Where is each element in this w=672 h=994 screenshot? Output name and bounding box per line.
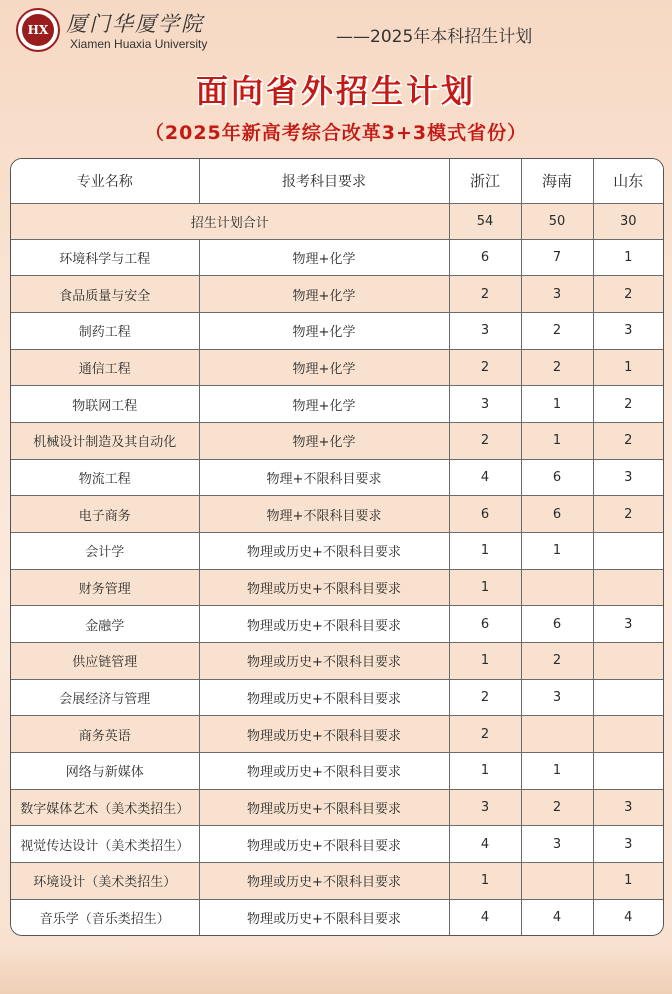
zhejiang-cell: 1 xyxy=(449,862,521,899)
shandong-cell: 1 xyxy=(593,349,663,386)
table-header-row xyxy=(11,159,663,203)
major-cell: 网络与新媒体 xyxy=(11,752,199,789)
table-row xyxy=(11,312,663,349)
shandong-cell xyxy=(593,532,663,569)
subjects-cell: 物理+不限科目要求 xyxy=(199,459,449,496)
hainan-cell: 3 xyxy=(521,679,593,716)
major-cell: 机械设计制造及其自动化 xyxy=(11,422,199,459)
table-row xyxy=(11,789,663,826)
major-cell: 制药工程 xyxy=(11,312,199,349)
zhejiang-cell: 2 xyxy=(449,349,521,386)
zhejiang-cell: 1 xyxy=(449,752,521,789)
header-province-shandong: 山东 xyxy=(593,159,663,203)
table-row xyxy=(11,679,663,716)
school-name-cn: 厦门华厦学院 xyxy=(66,12,204,36)
logo-emblem: HX xyxy=(22,14,54,46)
subjects-cell: 物理+不限科目要求 xyxy=(199,496,449,533)
school-name-en: Xiamen Huaxia University xyxy=(70,37,208,51)
total-row xyxy=(11,203,663,239)
subjects-cell: 物理+化学 xyxy=(199,276,449,313)
major-cell: 数字媒体艺术（美术类招生） xyxy=(11,789,199,826)
major-cell: 视觉传达设计（美术类招生） xyxy=(11,826,199,863)
table-row xyxy=(11,569,663,606)
major-cell: 物流工程 xyxy=(11,459,199,496)
table-row xyxy=(11,716,663,753)
zhejiang-cell: 3 xyxy=(449,789,521,826)
subjects-cell: 物理或历史+不限科目要求 xyxy=(199,606,449,643)
table-row xyxy=(11,642,663,679)
zhejiang-cell: 4 xyxy=(449,459,521,496)
shandong-cell xyxy=(593,679,663,716)
header-subjects: 报考科目要求 xyxy=(199,159,449,203)
major-cell: 音乐学（音乐类招生） xyxy=(11,899,199,935)
zhejiang-cell: 2 xyxy=(449,716,521,753)
table-row xyxy=(11,532,663,569)
hainan-cell: 4 xyxy=(521,899,593,935)
hainan-cell: 1 xyxy=(521,386,593,423)
shandong-cell: 1 xyxy=(593,862,663,899)
total-label: 招生计划合计 xyxy=(11,203,449,239)
major-cell: 食品质量与安全 xyxy=(11,276,199,313)
shandong-cell: 3 xyxy=(593,789,663,826)
hainan-cell: 1 xyxy=(521,422,593,459)
zhejiang-cell: 4 xyxy=(449,826,521,863)
major-cell: 会展经济与管理 xyxy=(11,679,199,716)
shandong-cell xyxy=(593,569,663,606)
shandong-cell: 2 xyxy=(593,422,663,459)
subjects-cell: 物理+化学 xyxy=(199,239,449,276)
table-row xyxy=(11,349,663,386)
subjects-cell: 物理+化学 xyxy=(199,349,449,386)
hainan-cell: 2 xyxy=(521,789,593,826)
total-shandong: 30 xyxy=(593,203,663,239)
major-cell: 商务英语 xyxy=(11,716,199,753)
shandong-cell xyxy=(593,752,663,789)
hainan-cell: 2 xyxy=(521,349,593,386)
shandong-cell xyxy=(593,642,663,679)
table-row xyxy=(11,276,663,313)
header-province-zhejiang: 浙江 xyxy=(449,159,521,203)
major-cell: 环境设计（美术类招生） xyxy=(11,862,199,899)
hainan-cell: 6 xyxy=(521,496,593,533)
zhejiang-cell: 3 xyxy=(449,386,521,423)
table-row xyxy=(11,899,663,935)
hainan-cell: 6 xyxy=(521,606,593,643)
shandong-cell: 3 xyxy=(593,312,663,349)
major-cell: 财务管理 xyxy=(11,569,199,606)
shandong-cell: 2 xyxy=(593,386,663,423)
table-row xyxy=(11,422,663,459)
header-major: 专业名称 xyxy=(11,159,199,203)
hainan-cell xyxy=(521,569,593,606)
zhejiang-cell: 6 xyxy=(449,606,521,643)
table-row xyxy=(11,862,663,899)
subjects-cell: 物理或历史+不限科目要求 xyxy=(199,826,449,863)
hainan-cell: 3 xyxy=(521,826,593,863)
hainan-cell: 6 xyxy=(521,459,593,496)
major-cell: 物联网工程 xyxy=(11,386,199,423)
hainan-cell: 3 xyxy=(521,276,593,313)
hainan-cell: 1 xyxy=(521,752,593,789)
table-row xyxy=(11,496,663,533)
subjects-cell: 物理或历史+不限科目要求 xyxy=(199,716,449,753)
subjects-cell: 物理或历史+不限科目要求 xyxy=(199,752,449,789)
major-cell: 环境科学与工程 xyxy=(11,239,199,276)
subjects-cell: 物理或历史+不限科目要求 xyxy=(199,532,449,569)
major-cell: 电子商务 xyxy=(11,496,199,533)
footer-decoration xyxy=(0,948,672,994)
hainan-cell xyxy=(521,716,593,753)
hainan-cell: 2 xyxy=(521,642,593,679)
table-row xyxy=(11,459,663,496)
total-hainan: 50 xyxy=(521,203,593,239)
page-title: 面向省外招生计划 xyxy=(195,72,476,110)
subjects-cell: 物理或历史+不限科目要求 xyxy=(199,679,449,716)
shandong-cell: 1 xyxy=(593,239,663,276)
shandong-cell: 2 xyxy=(593,276,663,313)
table-row xyxy=(11,752,663,789)
major-cell: 会计学 xyxy=(11,532,199,569)
zhejiang-cell: 1 xyxy=(449,642,521,679)
table-row xyxy=(11,606,663,643)
page-subtitle: （2025年新高考综合改革3+3模式省份） xyxy=(144,122,528,144)
zhejiang-cell: 3 xyxy=(449,312,521,349)
shandong-cell: 3 xyxy=(593,606,663,643)
zhejiang-cell: 6 xyxy=(449,496,521,533)
subjects-cell: 物理或历史+不限科目要求 xyxy=(199,789,449,826)
table-row xyxy=(11,239,663,276)
zhejiang-cell: 4 xyxy=(449,899,521,935)
subjects-cell: 物理或历史+不限科目要求 xyxy=(199,569,449,606)
major-cell: 金融学 xyxy=(11,606,199,643)
plan-subtitle: ——2025年本科招生计划 xyxy=(336,27,533,47)
zhejiang-cell: 2 xyxy=(449,422,521,459)
table-row xyxy=(11,826,663,863)
zhejiang-cell: 6 xyxy=(449,239,521,276)
shandong-cell: 2 xyxy=(593,496,663,533)
header xyxy=(0,0,672,60)
major-cell: 通信工程 xyxy=(11,349,199,386)
enrollment-table xyxy=(11,159,663,935)
zhejiang-cell: 1 xyxy=(449,569,521,606)
zhejiang-cell: 1 xyxy=(449,532,521,569)
subjects-cell: 物理或历史+不限科目要求 xyxy=(199,899,449,935)
enrollment-table-container xyxy=(10,158,664,936)
shandong-cell xyxy=(593,716,663,753)
subjects-cell: 物理+化学 xyxy=(199,386,449,423)
subjects-cell: 物理或历史+不限科目要求 xyxy=(199,642,449,679)
shandong-cell: 3 xyxy=(593,459,663,496)
hainan-cell: 2 xyxy=(521,312,593,349)
shandong-cell: 3 xyxy=(593,826,663,863)
subjects-cell: 物理+化学 xyxy=(199,422,449,459)
table-row xyxy=(11,386,663,423)
subjects-cell: 物理+化学 xyxy=(199,312,449,349)
shandong-cell: 4 xyxy=(593,899,663,935)
hainan-cell xyxy=(521,862,593,899)
school-logo xyxy=(16,8,60,52)
zhejiang-cell: 2 xyxy=(449,679,521,716)
hainan-cell: 7 xyxy=(521,239,593,276)
zhejiang-cell: 2 xyxy=(449,276,521,313)
total-zhejiang: 54 xyxy=(449,203,521,239)
hainan-cell: 1 xyxy=(521,532,593,569)
major-cell: 供应链管理 xyxy=(11,642,199,679)
subjects-cell: 物理或历史+不限科目要求 xyxy=(199,862,449,899)
header-province-hainan: 海南 xyxy=(521,159,593,203)
